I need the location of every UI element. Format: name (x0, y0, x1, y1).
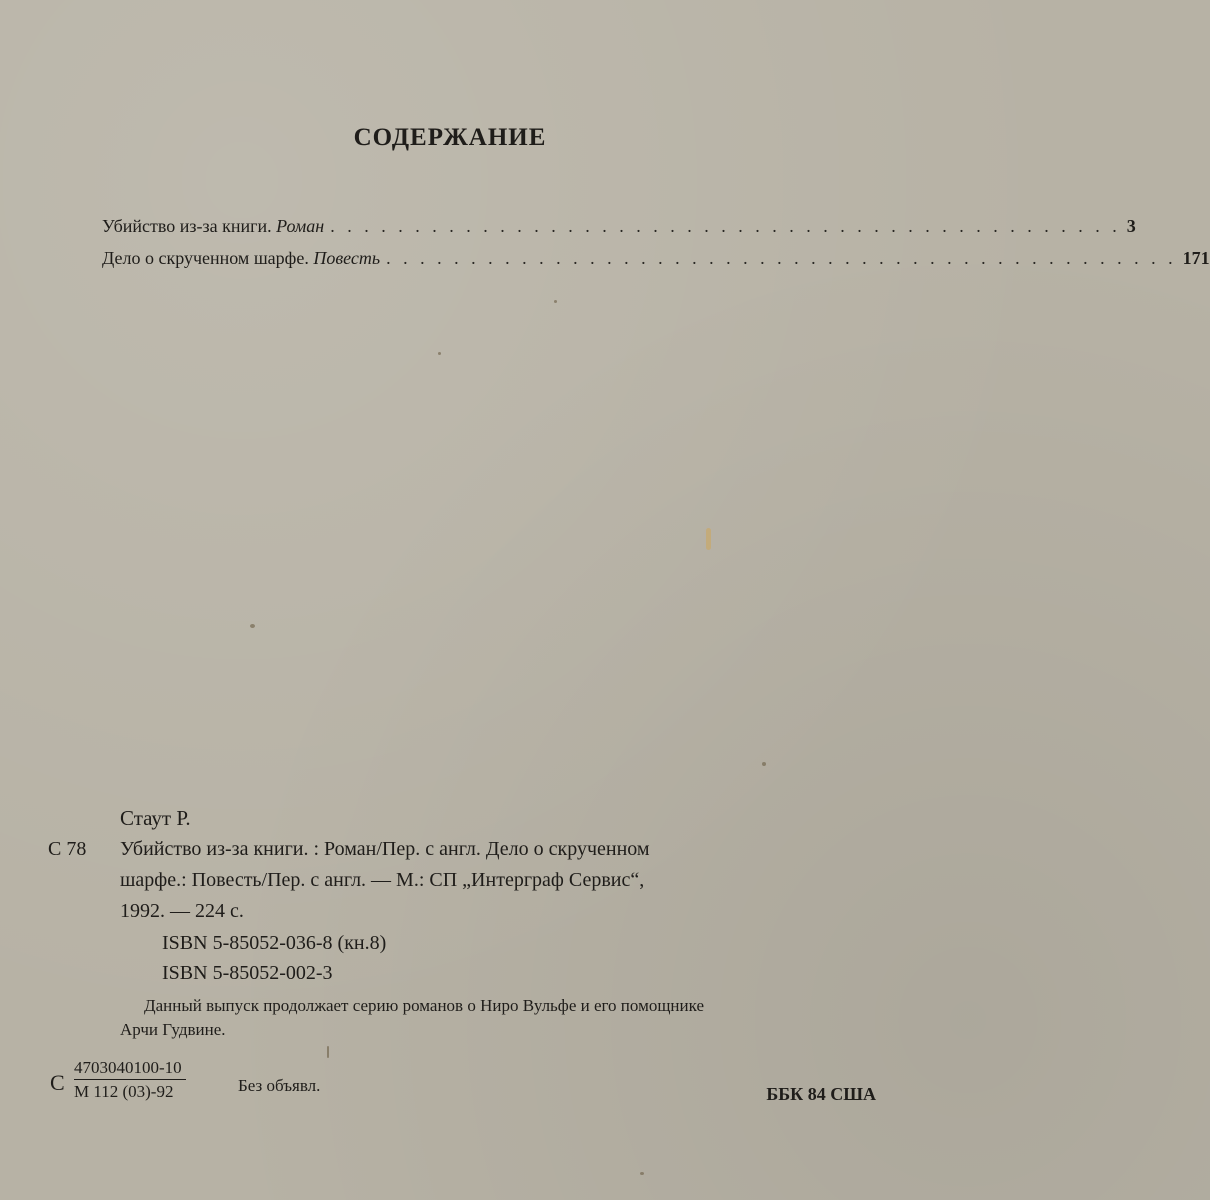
record-line: Убийство из-за книги. : Роман/Пер. с англ. Дело о скрученном (120, 838, 650, 860)
imprint-footer (0, 1058, 900, 1118)
annotation-line: Арчи Гудвине. (120, 1020, 226, 1039)
paper-speck (438, 352, 441, 355)
catalog-code-numerator: 4703040100-10 (74, 1058, 186, 1080)
bbk-classification: ББК 84 США (766, 1084, 876, 1104)
annotation-line: Данный выпуск продолжает серию романов о Ниро Вульфе и его помощнике (144, 996, 705, 1015)
paper-speck (327, 1046, 329, 1058)
toc-entry-title (102, 216, 324, 237)
toc-leader-dots: . . . . . . . . . . . . . . . . . . . . . . . . . . . . . . . . . . . . . . . . . . . . . . . (386, 248, 1177, 268)
toc-entry-genre: Роман (276, 216, 325, 236)
paper-speck (706, 528, 711, 550)
author-name: Стаут Р. (120, 806, 191, 830)
toc-entry-title-text: Убийство из-за книги. (102, 216, 272, 236)
contents-heading: СОДЕРЖАНИЕ (353, 124, 547, 151)
record-line: 1992. — 224 с. (120, 900, 244, 922)
toc-leader-dots: . . . . . . . . . . . . . . . . . . . . . . . . . . . . . . . . . . . . . . . . . . . . . . . (330, 216, 1121, 236)
toc-entry (102, 216, 1136, 248)
catalog-code-fraction (74, 1058, 186, 1102)
toc-entry (102, 248, 1210, 280)
no-announcement-note: Без объявл. (238, 1076, 321, 1095)
record-line: шарфе.: Повесть/Пер. с англ. — М.: СП „Интерграф Сервис“, (120, 869, 645, 891)
paper-speck (250, 624, 255, 628)
paper-speck (640, 1172, 644, 1175)
isbn-line: ISBN 5-85052-002-3 (162, 962, 333, 984)
toc-entry-title (102, 248, 380, 269)
paper-speck (762, 762, 766, 766)
catalog-code-letter: С (50, 1070, 65, 1095)
toc-entry-page: 3 (1126, 216, 1136, 236)
isbn-line: ISBN 5-85052-036-8 (кн.8) (162, 932, 387, 954)
paper-speck (554, 300, 557, 303)
toc-entry-page: 171 (1182, 248, 1210, 268)
toc-entry-title-text: Дело о скрученном шарфе. (102, 248, 309, 268)
table-of-contents (102, 216, 1210, 280)
toc-entry-genre: Повесть (313, 248, 381, 268)
catalog-code-denominator: М 112 (03)-92 (74, 1082, 174, 1101)
library-index-code: С 78 (48, 838, 87, 860)
